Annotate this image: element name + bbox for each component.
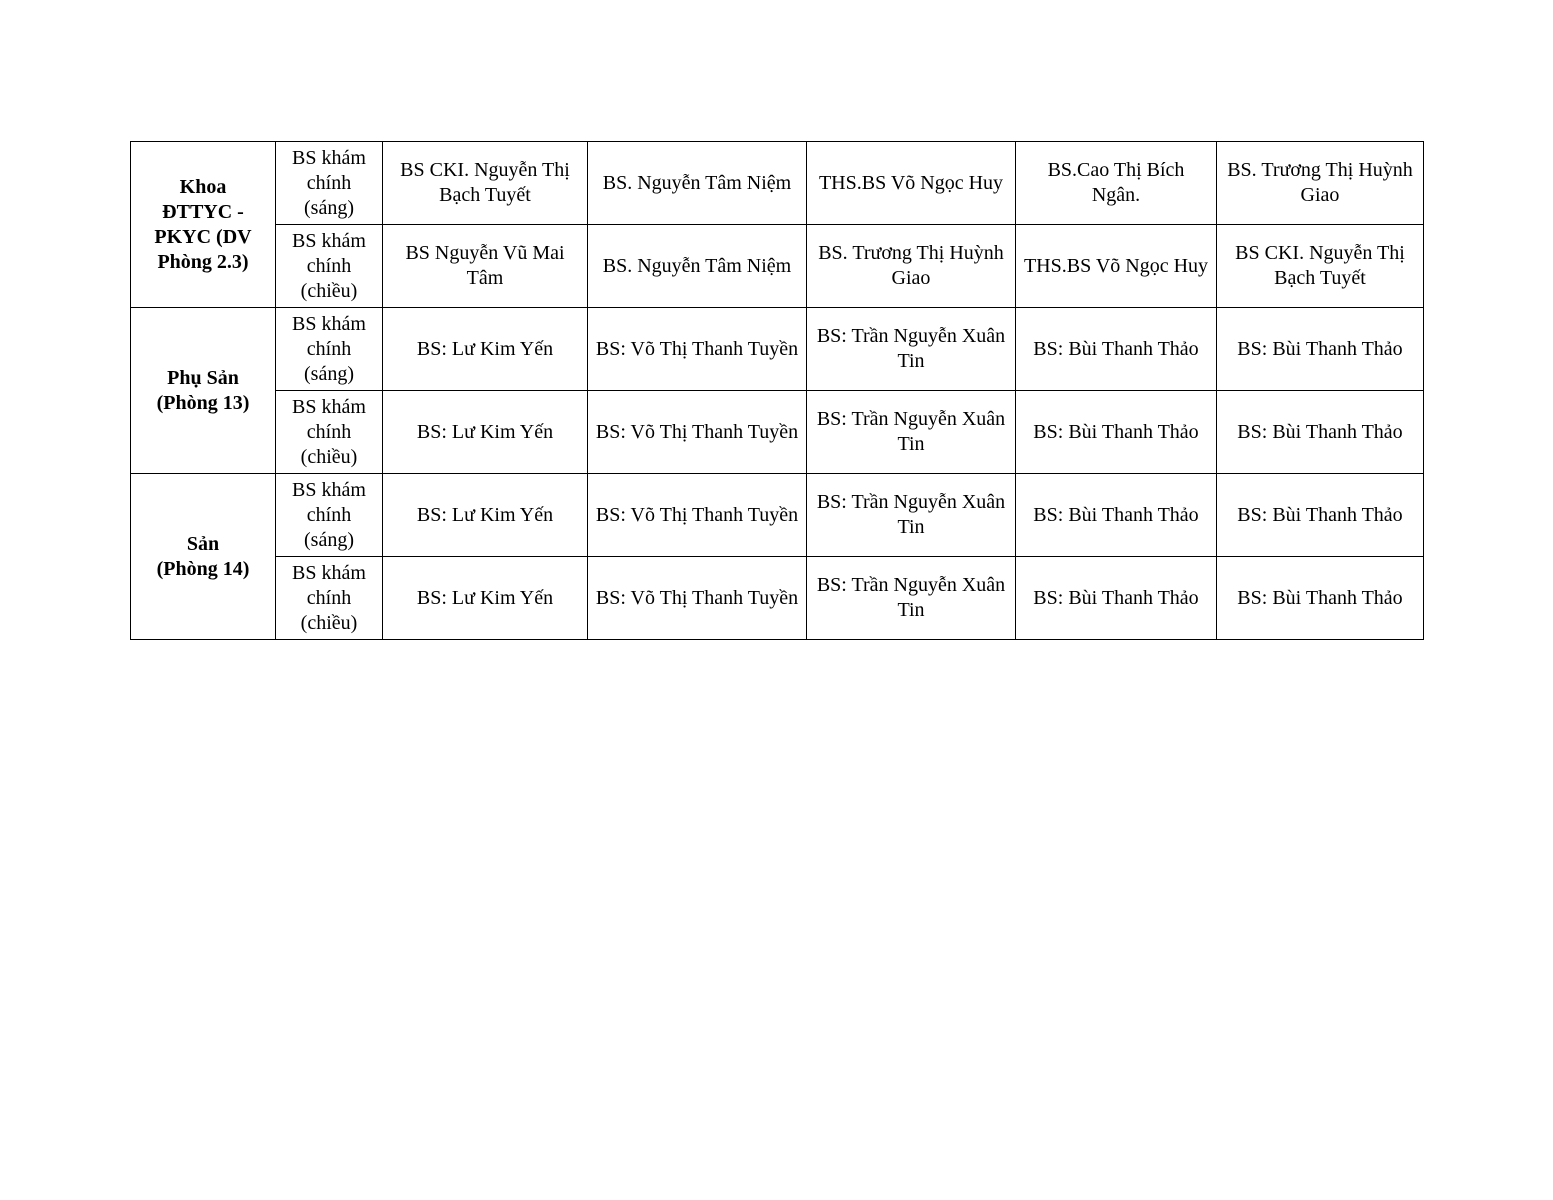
shift-line: (chiều) <box>300 445 358 468</box>
shift-line: (chiều) <box>300 279 358 302</box>
doctor-cell: BS Nguyễn Vũ Mai Tâm <box>383 225 588 308</box>
doctor-cell: BS CKI. Nguyễn Thị Bạch Tuyết <box>383 142 588 225</box>
doctor-cell: BS: Bùi Thanh Thảo <box>1217 391 1424 474</box>
doctor-cell: BS: Trần Nguyễn Xuân Tin <box>807 557 1016 640</box>
shift-line: BS khám <box>292 395 366 418</box>
department-name-line: (Phòng 13) <box>156 391 250 414</box>
department-name-line: Phụ Sản <box>167 366 239 389</box>
doctor-cell: BS: Trần Nguyễn Xuân Tin <box>807 308 1016 391</box>
department-name-line: PKYC (DV <box>154 225 252 248</box>
doctor-cell: BS: Bùi Thanh Thảo <box>1217 308 1424 391</box>
shift-cell <box>276 557 383 640</box>
doctor-cell: BS. Trương Thị Huỳnh Giao <box>807 225 1016 308</box>
doctor-cell: BS: Lư Kim Yến <box>383 557 588 640</box>
shift-line: chính <box>306 586 352 609</box>
shift-line: chính <box>306 171 352 194</box>
shift-cell <box>276 308 383 391</box>
doctor-cell: BS: Bùi Thanh Thảo <box>1217 557 1424 640</box>
doctor-cell: BS: Trần Nguyễn Xuân Tin <box>807 391 1016 474</box>
department-name-line: Khoa <box>179 175 227 198</box>
department-name-line: Phòng 2.3) <box>157 250 249 273</box>
doctor-cell: BS.Cao Thị Bích Ngân. <box>1016 142 1217 225</box>
doctor-cell: BS: Bùi Thanh Thảo <box>1217 474 1424 557</box>
table-row <box>131 142 1424 225</box>
table-row <box>131 308 1424 391</box>
doctor-cell: BS CKI. Nguyễn Thị Bạch Tuyết <box>1217 225 1424 308</box>
shift-line: chính <box>306 503 352 526</box>
shift-line: (sáng) <box>304 528 354 551</box>
doctor-cell: BS: Bùi Thanh Thảo <box>1016 308 1217 391</box>
doctor-cell: BS: Võ Thị Thanh Tuyền <box>588 474 807 557</box>
shift-line: (sáng) <box>304 196 354 219</box>
doctor-cell: BS: Bùi Thanh Thảo <box>1016 474 1217 557</box>
shift-line: BS khám <box>292 561 366 584</box>
shift-cell <box>276 474 383 557</box>
department-name-line: Sản <box>186 532 220 555</box>
department-cell <box>131 308 276 474</box>
table-row <box>131 557 1424 640</box>
shift-line: BS khám <box>292 146 366 169</box>
shift-line: (sáng) <box>304 362 354 385</box>
doctor-cell: BS: Lư Kim Yến <box>383 391 588 474</box>
doctor-cell: BS: Lư Kim Yến <box>383 308 588 391</box>
shift-line: chính <box>306 254 352 277</box>
department-name-line: ĐTTYC - <box>162 200 244 223</box>
doctor-cell: BS: Lư Kim Yến <box>383 474 588 557</box>
table-row <box>131 474 1424 557</box>
doctor-cell: THS.BS Võ Ngọc Huy <box>807 142 1016 225</box>
department-cell <box>131 142 276 308</box>
doctor-cell: BS: Trần Nguyễn Xuân Tin <box>807 474 1016 557</box>
department-cell <box>131 474 276 640</box>
shift-line: chính <box>306 420 352 443</box>
doctor-cell: BS. Nguyễn Tâm Niệm <box>588 225 807 308</box>
shift-line: BS khám <box>292 312 366 335</box>
table-row <box>131 225 1424 308</box>
shift-line: BS khám <box>292 478 366 501</box>
shift-cell <box>276 391 383 474</box>
doctor-cell: THS.BS Võ Ngọc Huy <box>1016 225 1217 308</box>
shift-cell <box>276 225 383 308</box>
doctor-cell: BS. Nguyễn Tâm Niệm <box>588 142 807 225</box>
shift-cell <box>276 142 383 225</box>
doctor-cell: BS. Trương Thị Huỳnh Giao <box>1217 142 1424 225</box>
doctor-cell: BS: Bùi Thanh Thảo <box>1016 391 1217 474</box>
doctor-cell: BS: Võ Thị Thanh Tuyền <box>588 391 807 474</box>
shift-line: (chiều) <box>300 611 358 634</box>
doctor-cell: BS: Võ Thị Thanh Tuyền <box>588 308 807 391</box>
doctor-cell: BS: Võ Thị Thanh Tuyền <box>588 557 807 640</box>
table-row <box>131 391 1424 474</box>
department-name-line: (Phòng 14) <box>156 557 250 580</box>
shift-line: chính <box>306 337 352 360</box>
doctor-cell: BS: Bùi Thanh Thảo <box>1016 557 1217 640</box>
shift-line: BS khám <box>292 229 366 252</box>
doctor-schedule-table <box>130 141 1424 640</box>
